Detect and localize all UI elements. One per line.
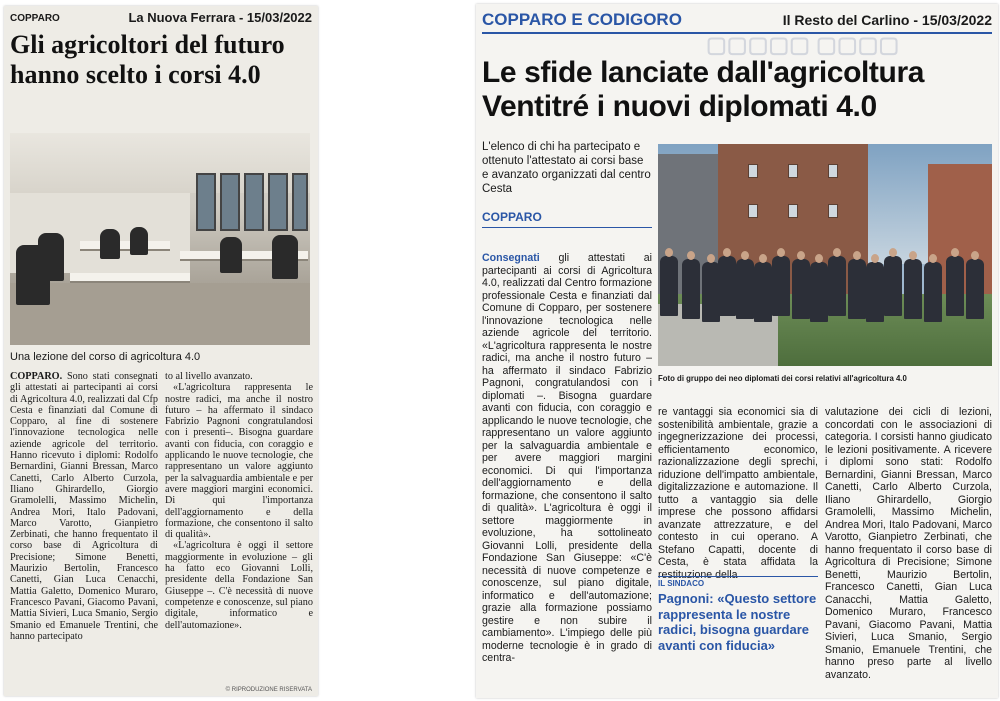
sidebar-label: IL SINDACO [658, 576, 818, 588]
photo-person [866, 262, 884, 322]
classroom-photo [10, 133, 310, 345]
photo-person [272, 235, 298, 279]
photo-person-head [723, 248, 731, 257]
column-text: to al livello avanzato. [165, 371, 253, 382]
headline [482, 56, 994, 124]
photo-window [828, 204, 838, 218]
photo-person-head [871, 254, 879, 263]
column-text: «L'agricoltura rappresenta le nostre radici, ma anche il nostro futuro – ha affermato il sindaco Fabrizio Pagnoni congratulandosi con i presenti–. Bisogna guardare avanti con fiducia, con coraggio e applicando le nuove tecnologie, che rappresentano un valore aggiunto per la salvaguardia ambientale e per avere maggiori margini economici. Di qui l'importanza dell'aggiornamento e della formazione, che consentono il salto di qualità». [165, 382, 313, 541]
photo-person-head [833, 248, 841, 257]
article-column-3: valutazione dei cicli di lezioni, concordati con le associazioni di categoria. I corsisti hanno giudicato le lezioni positivamente. A ricevere i diplomi sono stati: Rodolfo Bernardini, Gianni Bressan, Marco Canetti, Carlo Alberto Curzola, Iliano Ghirardello, Giorgio Gramolelli, Massimo Michelin, Andrea Mori, Italo Padovani, Marco Varotto, Gianpietro Zerbinati, che hanno frequentato il corso base di Agricoltura di Precisione; Simone Benetti, Maurizio Bertolin, Francesco Canetti, Gian Luca Canacchi, Mattia Galetto, Domenico Muraro, Francesco Pavani, Giacomo Pavani, Mattia Sivieri, Luca Smanio, Sergio Smanio, Emanuele Trentini, che hanno preso parte al livello avanzato. [825, 406, 992, 681]
article-column-1 [10, 371, 158, 642]
photo-person-head [759, 254, 767, 263]
photo-person [660, 256, 678, 316]
source-label: Il Resto del Carlino - 15/03/2022 [782, 12, 992, 28]
photo-person-head [929, 254, 937, 263]
photo-ceiling [10, 133, 310, 193]
photo-person [884, 256, 902, 316]
photo-person-head [889, 248, 897, 257]
photo-person [946, 256, 964, 316]
sidebar-quote-box [658, 576, 818, 653]
headline-line-2: Ventitré i nuovi diplomati 4.0 [482, 90, 877, 123]
photo-person [754, 262, 772, 322]
photo-person-head [909, 251, 917, 260]
photo-person [966, 259, 984, 319]
photo-person-head [815, 254, 823, 263]
photo-person [810, 262, 828, 322]
clipping-il-resto-del-carlino [476, 4, 998, 698]
photo-person-head [797, 251, 805, 260]
bleed-through-text: ▢▢▢▢▢ ▢▢▢▢ [706, 32, 900, 57]
photo-caption: Una lezione del corso di agricoltura 4.0 [10, 351, 201, 363]
dateline: COPPARO. [10, 371, 63, 382]
photo-person [736, 259, 754, 319]
clipping-la-nuova-ferrara [4, 6, 318, 696]
photo-window [788, 164, 798, 178]
photo-person-head [971, 251, 979, 260]
photo-window [748, 164, 758, 178]
photo-person-head [707, 254, 715, 263]
photo-person [220, 237, 242, 273]
photo-person-head [777, 248, 785, 257]
group-photo [658, 144, 992, 366]
photo-window [244, 173, 264, 231]
photo-person [828, 256, 846, 316]
headline-line-1: Le sfide lanciate dall'agricoltura [482, 56, 925, 89]
copyright-notice: © RIPRODUZIONE RISERVATA [225, 687, 312, 693]
photo-window [292, 173, 308, 231]
photo-desk [80, 241, 170, 251]
photo-window [828, 164, 838, 178]
photo-person [848, 259, 866, 319]
headline: Gli agricoltori del futuro hanno scelto i corsi 4.0 [10, 30, 285, 89]
article-column-2: re vantaggi sia economici sia di sostenibilità ambientale, grazie a ingegnerizzazione dei processi, efficientamento economico, razionalizzazione degli sprechi, riduzione dell'impatto ambientale, digitalizzazione e automazione. Il tutto a vantaggio sia delle imprese che possono affidarsi avanzate attrezzature, e del contesto in cui operano. A Stefano Capatti, docente di Cesta, è stata affidata la restituzione della [658, 406, 818, 581]
section-label: COPPARO [10, 13, 60, 24]
photo-person-head [741, 251, 749, 260]
sidebar-quote: Pagnoni: «Questo settore rappresenta le nostre radici, bisogna guardare avanti con fiducia» [658, 591, 817, 653]
source-label: La Nuova Ferrara - 15/03/2022 [128, 10, 312, 25]
article-body [10, 371, 312, 689]
photo-person [904, 259, 922, 319]
photo-person [130, 227, 148, 255]
photo-person-head [687, 251, 695, 260]
column-text: «L'agricoltura è oggi il settore maggiormente in evoluzione – gli ha fatto eco Giovanni Lolli, presidente della Fondazione San Giuseppe –. C'è necessità di nuove competenze e conoscenze, sul piano digitale, informatico e dell'automazione». [165, 540, 313, 631]
photo-window [748, 204, 758, 218]
photo-caption: Foto di gruppo dei neo diplomati dei corsi relativi all'agricoltura 4.0 [658, 374, 907, 383]
photo-person [100, 229, 120, 259]
column-text: gli attestati ai partecipanti ai corsi di Agricoltura 4.0, realizzati dal Centro formazione professionale Cesta e finanziati dal Comune di Copparo, per sostenere l'innovazione tecnologica nelle aziende agricole del territorio. «L'agricoltura rappresenta le nostre radici, ma anche il nostro futuro – ha affermato il sindaco Fabrizio Pagnoni, congratulandosi con i diplomati –. Bisogna guardare avanti con fiducia, con coraggio e applicando le nuove tecnologie, che rappresentano un valore aggiunto per la salvaguardia ambientale e per avere maggiori margini economici. Di qui l'importanza dell'aggiornamento e della formazione, che consentono il salto di qualità». L'agricoltura è oggi il settore maggiormente in evoluzione, ha sottolineato Giovanni Lolli, presidente della Fondazione San Giuseppe: «C'è necessità di nuove competenze e conoscenze, sul piano digitale, informatico e dell'automazione; grazie alla formazione possiamo gestire e non subire il cambiamento». L'impiego delle più moderne tecnologie è in grado di centra- [482, 252, 652, 664]
photo-person-head [665, 248, 673, 257]
photo-person [792, 259, 810, 319]
photo-floor [10, 283, 310, 345]
photo-desk [70, 273, 190, 283]
subsection-label: COPPARO [482, 210, 652, 228]
photo-person-head [951, 248, 959, 257]
clipping-header [10, 10, 312, 28]
section-label: COPPARO E CODIGORO [482, 10, 682, 29]
subheadline: L'elenco di chi ha partecipato e ottenuto l'attestato ai corsi base e avanzato organizzati dal centro Cesta [482, 141, 651, 195]
column-text: Sono stati consegnati gli attestati ai partecipanti ai corsi di Agricoltura 4.0, realizzati dal Cfp Cesta e finanziati dal Comune di Copparo, al fine di sostenere l'innovazione tecnologica nelle aziende agricole del territorio. Hanno ricevuto i diplomi: Rodolfo Bernardini, Gianni Bressan, Marco Canetti, Carlo Alberto Curzola, Iliano Ghirardello, Giorgio Gramolelli, Massimo Michelin, Andrea Mori, Italo Padovani, Marco Varotto, Gianpietro Zerbinati, che hanno frequentato il corso base di Agricoltura di Precisione; Simone Benetti, Maurizio Bertolin, Francesco Canetti, Gian Luca Cenacchi, Mattia Galetto, Domenico Muraro, Francesco Pavani, Giacomo Pavani, Mattia Sivieri, Luca Smanio, Sergio Smanio ed Emanuele Trentini, che hanno partecipato [10, 371, 158, 642]
photo-window [268, 173, 288, 231]
photo-person [38, 233, 64, 281]
photo-window [196, 173, 216, 231]
photo-window [220, 173, 240, 231]
photo-person [682, 259, 700, 319]
article-column-1 [482, 252, 652, 665]
photo-person [772, 256, 790, 316]
photo-person [718, 256, 736, 316]
lead-word: Consegnati [482, 252, 540, 264]
photo-window [788, 204, 798, 218]
article-column-2 [165, 371, 313, 631]
photo-person [924, 262, 942, 322]
clipping-header [482, 8, 992, 34]
photo-person-head [853, 251, 861, 260]
